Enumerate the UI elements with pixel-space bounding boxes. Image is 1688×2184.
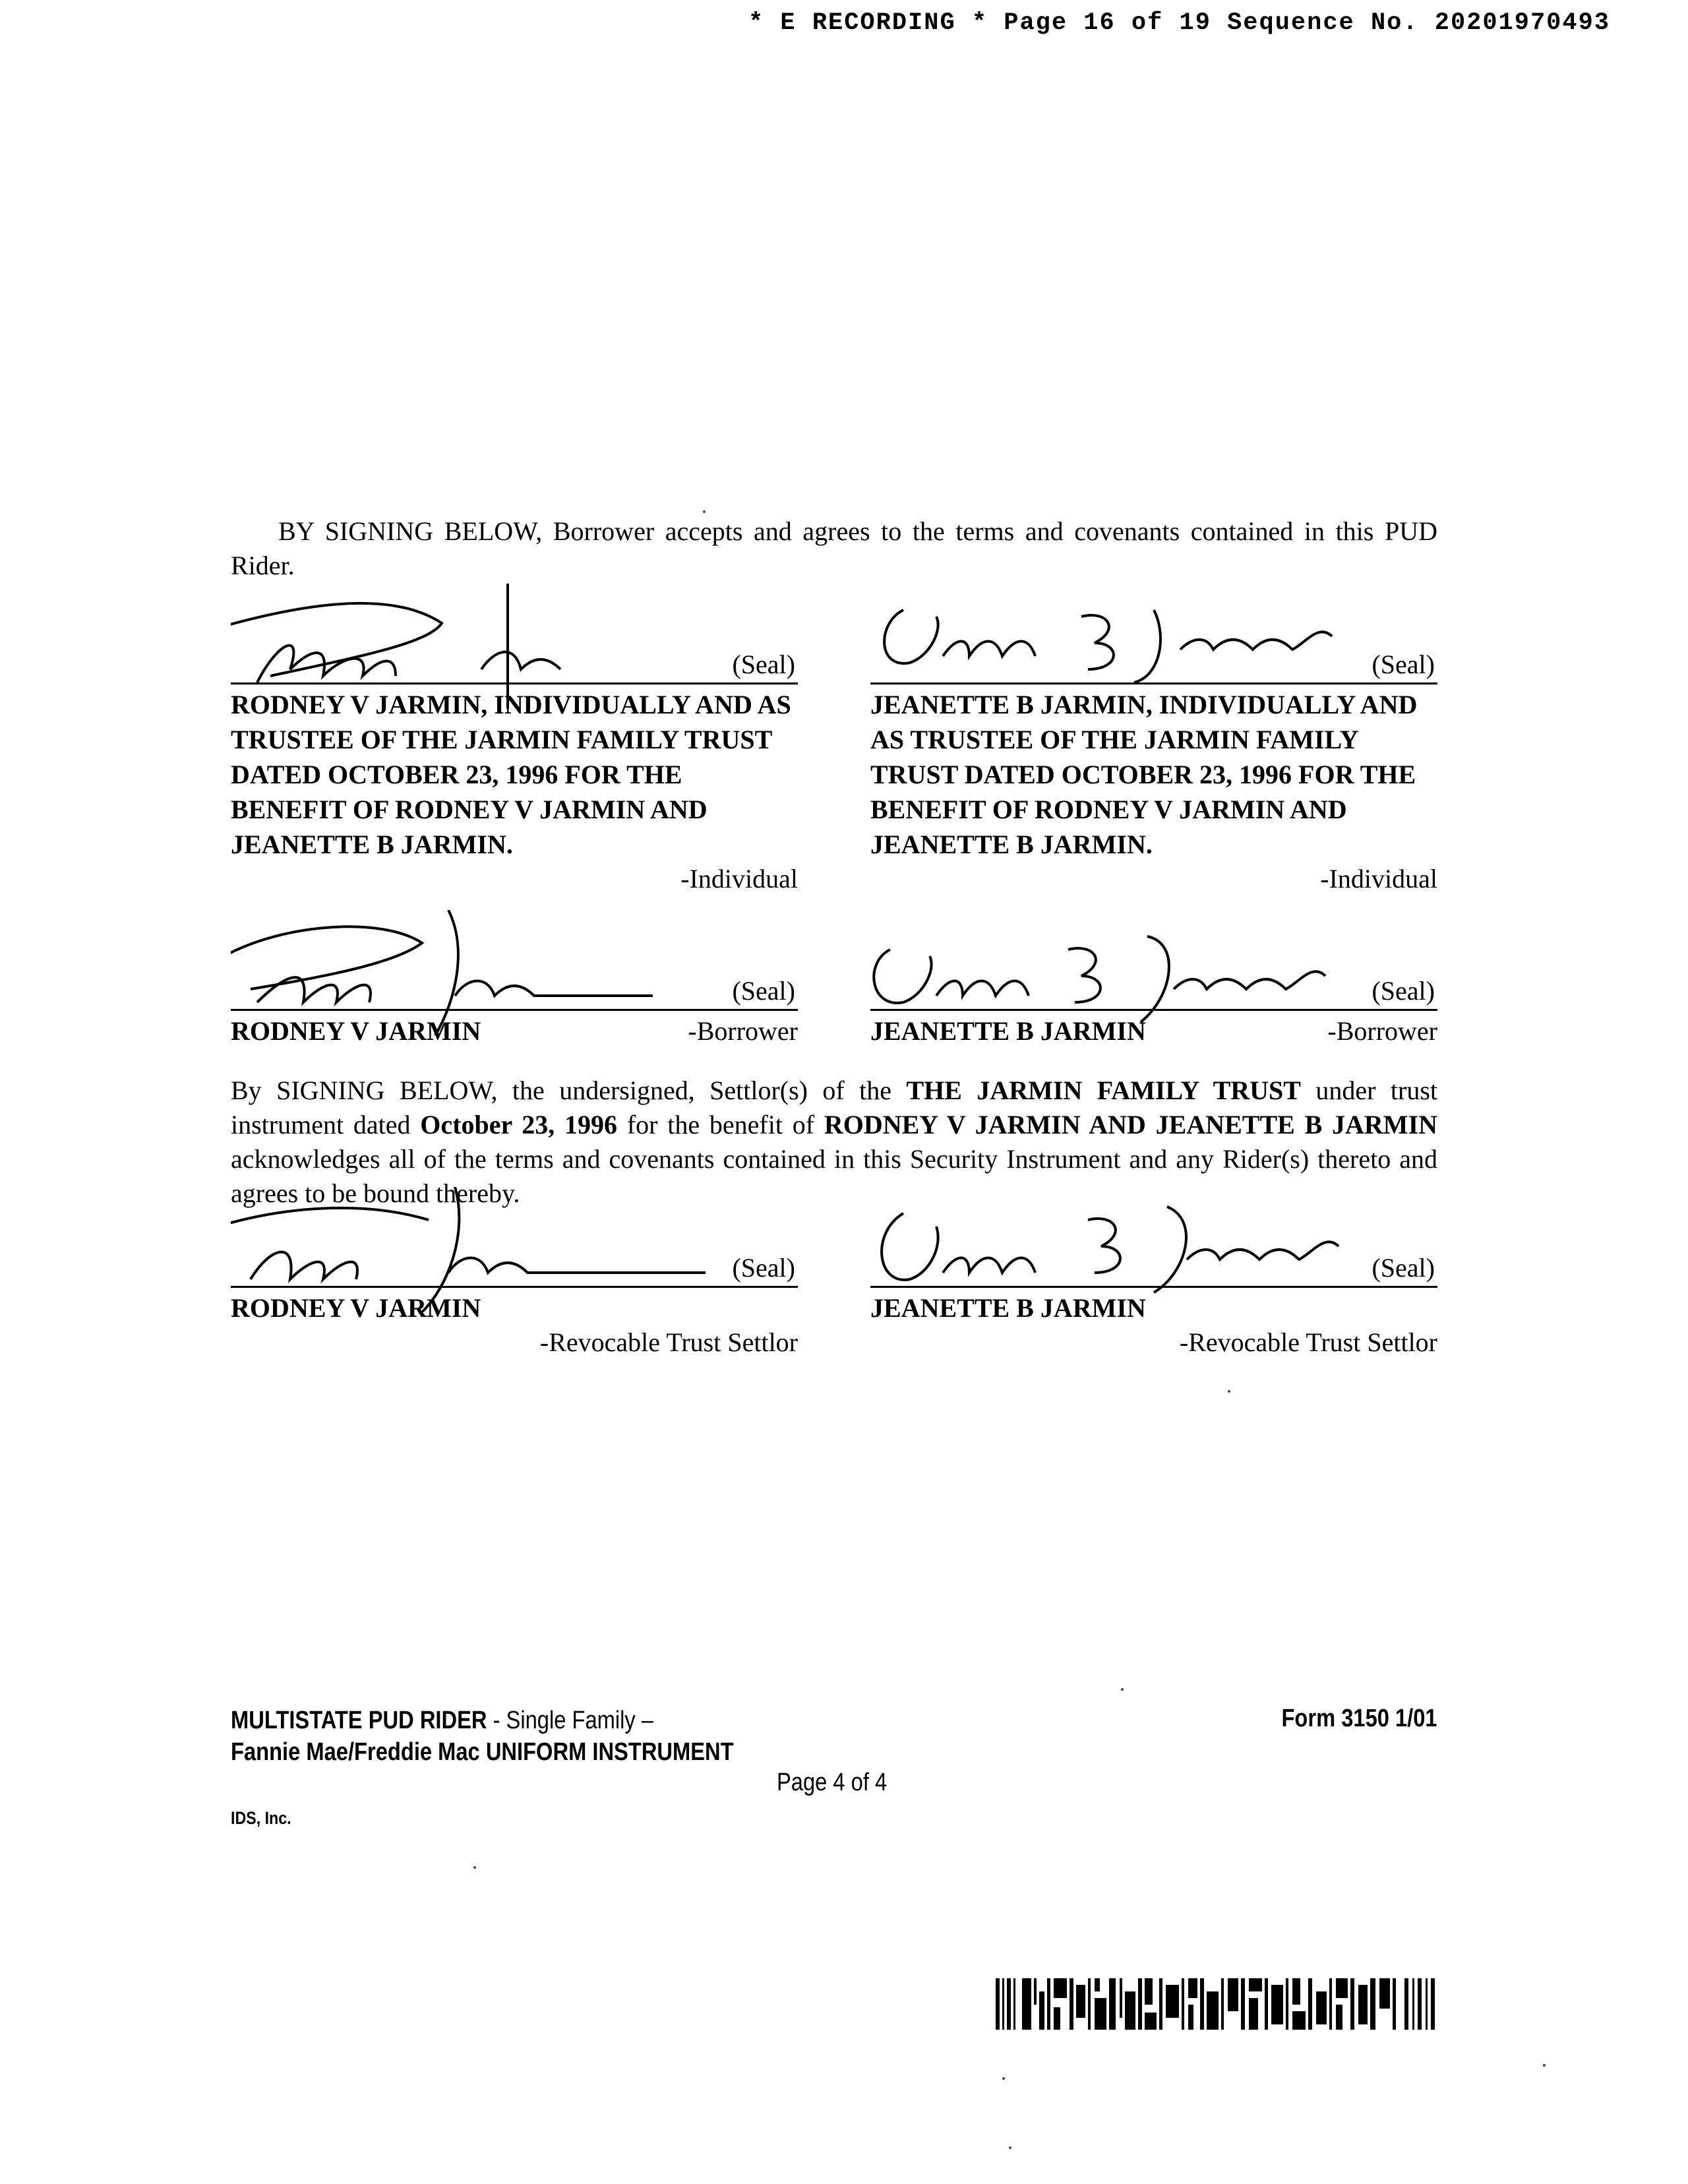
signer-role: -Revocable Trust Settlor [1179,1327,1437,1357]
settlor-text: By SIGNING BELOW, the undersigned, Settlor(s) of the [231,1076,907,1105]
acceptance-text: BY SIGNING BELOW, Borrower accepts and agrees to the terms and covenants contained in this PUD Rider. [231,516,1437,580]
rider-title: MULTISTATE PUD RIDER [231,1707,487,1734]
scan-speck [1121,1688,1124,1691]
signature-block-rodney-individual [231,603,798,896]
signature-line [870,930,1437,1011]
settlor-text: under trust instrument dated [231,1076,1438,1139]
signer-role: -Individual [1320,864,1437,894]
scan-speck [703,510,706,513]
seal-label: (Seal) [1372,650,1435,679]
form-footer-title [231,1705,734,1768]
vendor-label: IDS, Inc. [231,1808,291,1828]
form-number: Form 3150 1/01 [1281,1705,1437,1732]
signature-rodney [231,584,732,709]
signature-line [231,1207,798,1288]
signer-role: -Revocable Trust Settlor [539,1327,798,1357]
rider-subtitle: - Single Family – [487,1707,653,1734]
signer-name: RODNEY V JARMIN [231,1293,481,1323]
scan-speck [1543,2064,1546,2067]
beneficiaries: RODNEY V JARMIN AND JEANETTE B JARMIN [824,1110,1438,1139]
signature-block-jeanette-individual [870,603,1437,896]
borrower-acceptance-paragraph [231,514,1437,583]
signature-block-rodney-settlor [231,1207,798,1360]
seal-label: (Seal) [1372,1253,1435,1283]
signature-block-rodney-borrower [231,930,798,1048]
recording-stamp: * E RECORDING * Page 16 of 19 Sequence No. 20201970493 [748,9,1610,37]
signer-role: -Borrower [688,1016,798,1046]
seal-label: (Seal) [1372,976,1435,1006]
scan-speck [1228,1390,1230,1393]
seal-label: (Seal) [732,1253,795,1283]
signer-name: JEANETTE B JARMIN [870,1016,1146,1046]
page-number: Page 4 of 4 [777,1769,888,1796]
seal-label: (Seal) [732,976,795,1006]
signature-line [870,603,1437,684]
signature-block-jeanette-borrower [870,930,1437,1048]
signature-jeanette [870,584,1372,709]
uniform-instrument: Fannie Mae/Freddie Mac UNIFORM INSTRUMENT [231,1738,734,1766]
signer-name: JEANETTE B JARMIN, INDIVIDUALLY AND AS TRUSTEE OF THE JARMIN FAMILY TRUST DATED OCTOBER 23, 1996 FOR THE BENEFIT OF RODNEY V JARMIN AND JEANETTE B JARMIN. [870,690,1418,859]
signature-jeanette [870,1187,1372,1312]
signer-role: -Individual [680,864,798,894]
signature-line [870,1207,1437,1288]
settlor-text: for the benefit of [617,1110,824,1139]
signer-name: RODNEY V JARMIN [231,1016,481,1046]
scan-speck [473,1866,476,1869]
signature-line [231,603,798,684]
signer-name: RODNEY V JARMIN, INDIVIDUALLY AND AS TRUSTEE OF THE JARMIN FAMILY TRUST DATED OCTOBER 23, 1996 FOR THE BENEFIT OF RODNEY V JARMIN AND JEANETTE B JARMIN. [231,690,791,859]
signature-jeanette [870,910,1372,1035]
signature-rodney [231,1187,732,1312]
trust-name: THE JARMIN FAMILY TRUST [906,1076,1301,1105]
signature-block-jeanette-settlor [870,1207,1437,1360]
barcode [996,1978,1437,2030]
trust-date: October 23, 1996 [420,1110,618,1139]
scan-speck [1002,2077,1005,2080]
signature-rodney [231,910,732,1035]
settlor-text: acknowledges all of the terms and covenants contained in this Security Instrument and any Rider(s) thereto and agrees to be bound thereby. [231,1144,1437,1208]
signer-role: -Borrower [1327,1016,1437,1046]
scan-speck [1009,2146,1011,2149]
signer-name: JEANETTE B JARMIN [870,1293,1146,1323]
signature-line [231,930,798,1011]
seal-label: (Seal) [732,650,795,679]
